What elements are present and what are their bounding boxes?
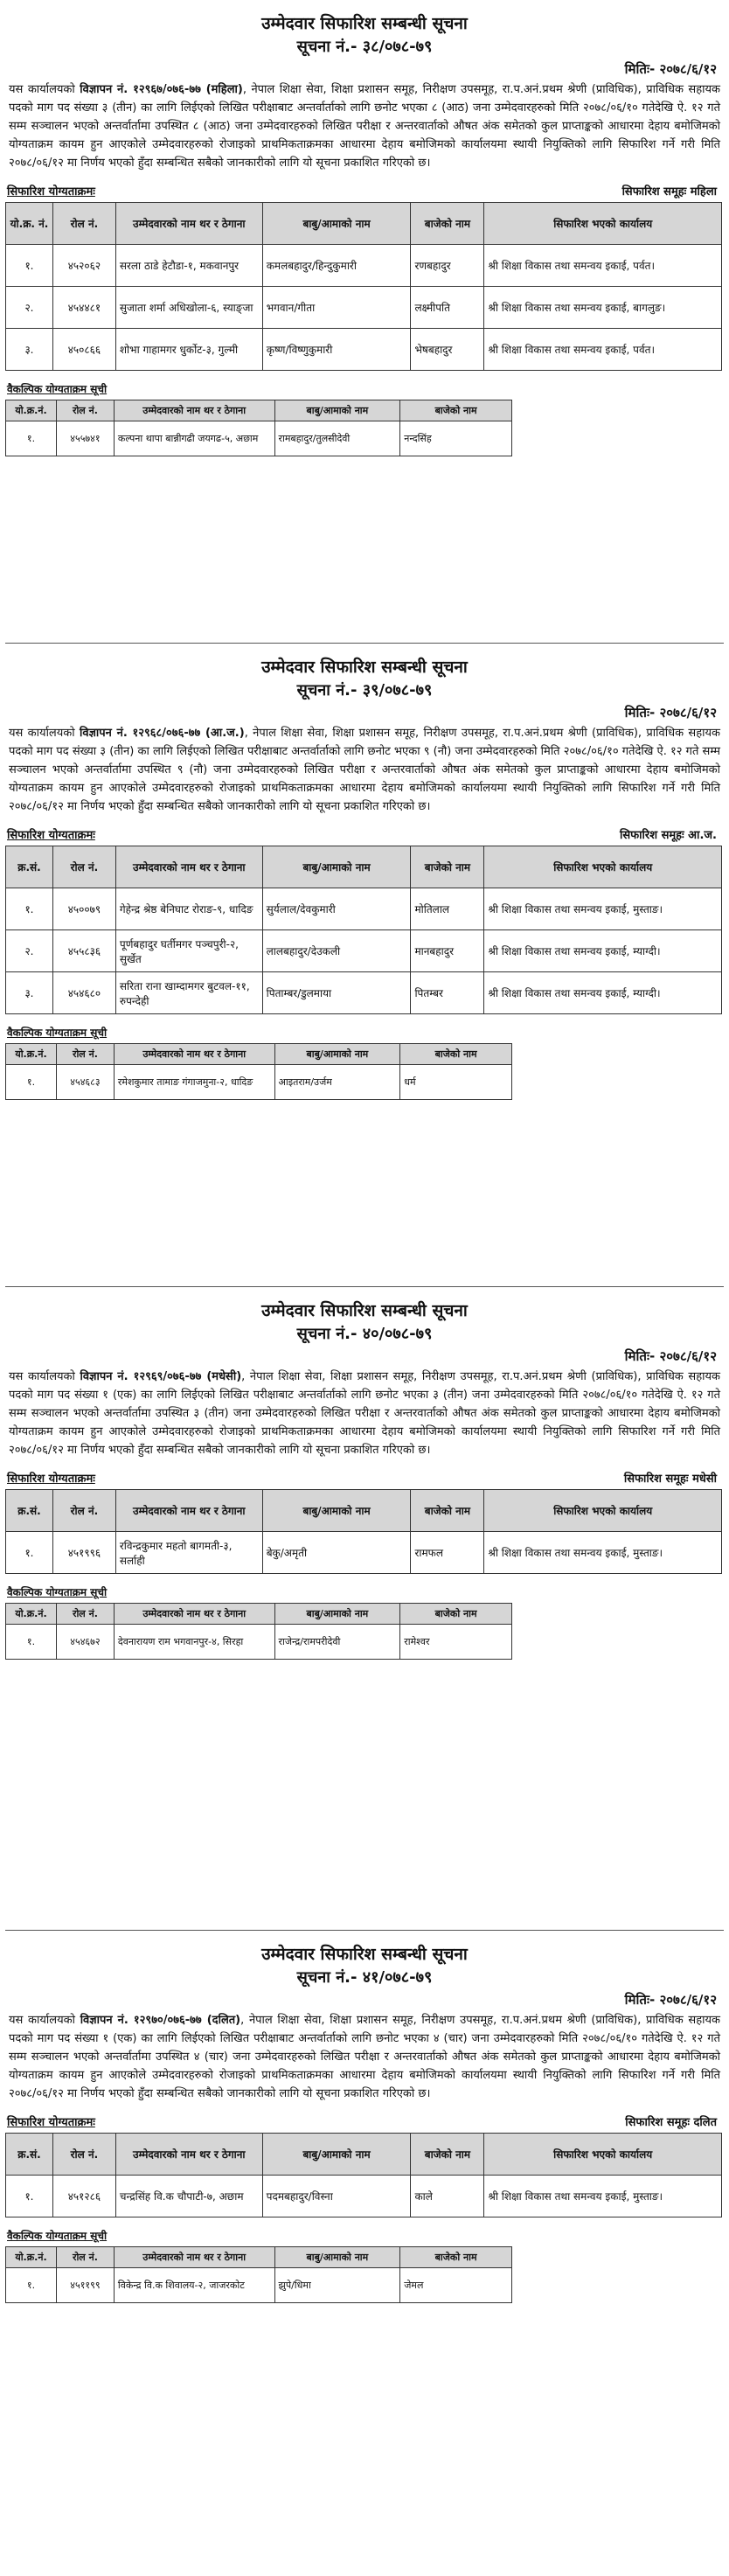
table-header-cell: बाबु/आमाको नाम — [262, 1490, 411, 1532]
table-cell: ४५४६८० — [52, 972, 115, 1014]
table-cell: श्री शिक्षा विकास तथा समन्वय इकाई, मुस्ताङ। — [484, 888, 722, 930]
table-header-cell: सिफारिश भएको कार्यालय — [484, 2134, 722, 2176]
merit-list-label: सिफारिश योग्यताक्रमः — [7, 829, 95, 842]
table-header-cell: उम्मेदवारको नाम थर र ठेगाना — [115, 2134, 262, 2176]
notice-title: उम्मेदवार सिफारिश सम्बन्धी सूचना — [261, 1301, 468, 1320]
table-cell: देवनारायण राम भगवानपुर-४, सिरहा — [114, 1625, 274, 1660]
alternate-table — [5, 1043, 512, 1100]
table-cell: ४५४६७२ — [56, 1625, 114, 1660]
table-cell: झुपे/धिमा — [274, 2268, 400, 2303]
table-cell: ४५५८३६ — [52, 930, 115, 972]
alternate-list-label: वैकल्पिक योग्यताक्रम सूची — [7, 1586, 108, 1598]
table-header-cell: रोल नं. — [52, 846, 115, 888]
notice-number: सूचना नं.- ४१/०७८-७९ — [296, 1968, 433, 1987]
notice-number: सूचना नं.- ३८/०७८-७९ — [296, 38, 433, 56]
table-cell: रविन्द्रकुमार महतो बागमती-३, सर्लाही — [115, 1532, 262, 1574]
table-header-cell: बाजेको नाम — [411, 2134, 484, 2176]
table-header-cell: रोल नं. — [52, 2134, 115, 2176]
table-cell: कमलबहादुर/हिन्दुकुमारी — [262, 245, 411, 287]
merit-list-label: सिफारिश योग्यताक्रमः — [7, 2116, 95, 2129]
merit-header-row — [5, 183, 724, 198]
table-cell: श्री शिक्षा विकास तथा समन्वय इकाई, मुस्ताङ। — [484, 2176, 722, 2217]
merit-list-label: सिफारिश योग्यताक्रमः — [7, 185, 95, 198]
table-header-row — [6, 400, 512, 421]
table-cell: ४५४४८१ — [52, 287, 115, 329]
table-header-cell: बाबु/आमाको नाम — [274, 1044, 400, 1065]
table-header-cell: यो.क्र.नं. — [6, 400, 57, 421]
table-cell: १. — [6, 888, 53, 930]
table-header-cell: उम्मेदवारको नाम थर र ठेगाना — [115, 1490, 262, 1532]
table-header-cell: सिफारिश भएको कार्यालय — [484, 203, 722, 245]
alternate-table — [5, 1603, 512, 1660]
notice-number: सूचना नं.- ३९/०७८-७९ — [296, 681, 433, 700]
table-cell: ४५२०६२ — [52, 245, 115, 287]
merit-table — [5, 2133, 722, 2217]
notice-body-text: , नेपाल शिक्षा सेवा, शिक्षा प्रशासन समूह, निरीक्षण उपसमूह, रा.प.अनं.प्रथम श्रेणी (प्राविधिक), प्राविधिक सहायक पदको माग पद संख्या ३ (तीन) का लागि लिईएको लिखित परीक्षाबाट अन्तर्वार्ताको लागि छनोट भएका ८ (आठ) जना उम्मेदवारहरुको मिति २०७८/०६/१० गतेदेखि ऐ. १२ गते सम्म सञ्चालन भएको अन्तर्वार्तामा उपस्थित ८ (आठ) जना उम्मेदवारहरुको लिखित परीक्षा र अन्तरवार्ताको औषत अंक समेतको कुल प्राप्ताङ्कको आधारमा देहाय बमोजिमको योग्यताक्रम कायम हुन आएकोले उम्मेदवारहरुको रोजाइको प्राथमिकताक्रमका आधारमा देहाय बमोजिमको कार्यालयमा स्थायी नियुक्तिको लागि सिफारिश गर्ने गरी मिति २०७८/०६/१२ मा निर्णय भएको हुँदा सम्बन्धित सबैको जानकारीको लागि यो सूचना प्रकाशित गरिएको छ। — [9, 83, 721, 170]
notice-section — [5, 1287, 724, 1931]
table-header-cell: बाबु/आमाको नाम — [274, 400, 400, 421]
table-header-cell: बाजेको नाम — [411, 203, 484, 245]
notice-title: उम्मेदवार सिफारिश सम्बन्धी सूचना — [261, 658, 468, 677]
notice-body-prefix: यस कार्यालयको — [9, 83, 80, 96]
table-header-cell: बाजेको नाम — [411, 846, 484, 888]
table-cell: १. — [6, 2268, 57, 2303]
notice-body-prefix: यस कार्यालयको — [9, 1370, 80, 1383]
notice-body-text: , नेपाल शिक्षा सेवा, शिक्षा प्रशासन समूह, निरीक्षण उपसमूह, रा.प.अनं.प्रथम श्रेणी (प्राविधिक), प्राविधिक सहायक पदको माग पद संख्या ३ (तीन) का लागि लिईएको लिखित परीक्षाबाट अन्तर्वार्ताको लागि छनोट भएका ९ (नौ) जना उम्मेदवारहरुको मिति २०७८/०६/१० गतेदेखि ऐ. १२ गते सम्म सञ्चालन भएको अन्तर्वार्तामा उपस्थित ९ (नौ) जना उम्मेदवारहरुको लिखित परीक्षा र अन्तरवार्ताको औषत अंक समेतको कुल प्राप्ताङ्कको आधारमा देहाय बमोजिमको योग्यताक्रम कायम हुन आएकोले उम्मेदवारहरुको रोजाइको प्राथमिकताक्रमका आधारमा देहाय बमोजिमको कार्यालयमा स्थायी नियुक्तिको लागि सिफारिश गर्ने गरी मिति २०७८/०६/१२ मा निर्णय भएको हुँदा सम्बन्धित सबैको जानकारीको लागि यो सूचना प्रकाशित गरिएको छ। — [9, 727, 721, 813]
notice-body — [5, 79, 724, 172]
notice-body-text: , नेपाल शिक्षा सेवा, शिक्षा प्रशासन समूह, निरीक्षण उपसमूह, रा.प.अनं.प्रथम श्रेणी (प्राविधिक), प्राविधिक सहायक पदको माग पद संख्या १ (एक) का लागि लिईएको लिखित परीक्षाबाट अन्तर्वार्ताको लागि छनोट भएका ३ (तीन) जना उम्मेदवारहरुको मिति २०७८/०६/१० गतेदेखि ऐ. १२ गते सम्म सञ्चालन भएको अन्तर्वार्तामा उपस्थित ३ (तीन) जना उम्मेदवारहरुको लिखित परीक्षा र अन्तरवार्ताको औषत अंक समेतको कुल प्राप्ताङ्कको आधारमा देहाय बमोजिमको योग्यताक्रम कायम हुन आएकोले उम्मेदवारहरुको रोजाइको प्राथमिकताक्रमका आधारमा देहाय बमोजिमको कार्यालयमा स्थायी नियुक्तिको लागि सिफारिश गर्ने गरी मिति २०७८/०६/१२ मा निर्णय भएको हुँदा सम्बन्धित सबैको जानकारीको लागि यो सूचना प्रकाशित गरिएको छ। — [9, 1370, 720, 1457]
table-cell: आइतराम/उर्जम — [274, 1065, 400, 1100]
table-cell: श्री शिक्षा विकास तथा समन्वय इकाई, पर्वत। — [484, 245, 722, 287]
table-row — [6, 1532, 722, 1574]
table-row — [6, 1065, 512, 1100]
table-header-cell: यो.क्र.नं. — [6, 1044, 57, 1065]
table-cell: ४५५७४१ — [56, 421, 114, 456]
merit-table — [5, 1489, 722, 1574]
table-cell: ४५१९९६ — [52, 1532, 115, 1574]
table-cell: १. — [6, 1065, 57, 1100]
table-header-cell: रोल नं. — [52, 1490, 115, 1532]
table-cell: चन्द्रसिंह वि.क चौपाटी-७, अछाम — [115, 2176, 262, 2217]
table-cell: रामबहादुर/तुलसीदेवी — [274, 421, 400, 456]
table-cell: श्री शिक्षा विकास तथा समन्वय इकाई, मुस्ताङ। — [484, 1532, 722, 1574]
table-cell: श्री शिक्षा विकास तथा समन्वय इकाई, पर्वत। — [484, 329, 722, 371]
table-cell: सरला ठाडे हेटौडा-१, मकवानपुर — [115, 245, 262, 287]
table-cell: मोतिलाल — [411, 888, 484, 930]
table-header-cell: बाबु/आमाको नाम — [262, 2134, 411, 2176]
notice-section — [5, 0, 724, 644]
table-cell: रणबहादुर — [411, 245, 484, 287]
table-row — [6, 930, 722, 972]
table-header-cell: बाबु/आमाको नाम — [262, 846, 411, 888]
table-cell: काले — [411, 2176, 484, 2217]
table-cell: सरिता राना खाम्दामगर बुटवल-११, रुपन्देही — [115, 972, 262, 1014]
table-cell: शोभा गाहामगर धुर्कोट-३, गुल्मी — [115, 329, 262, 371]
table-cell: १. — [6, 1625, 57, 1660]
merit-table — [5, 202, 722, 371]
table-cell: ४५११९९ — [56, 2268, 114, 2303]
recommendation-group: सिफारिश समूहः दलित — [625, 2116, 717, 2129]
table-header-cell: बाबु/आमाको नाम — [274, 2247, 400, 2268]
merit-header-row — [5, 2113, 724, 2129]
notice-body — [5, 722, 724, 816]
table-cell: १. — [6, 1532, 53, 1574]
notice-date: मितिः- २०७८/६/१२ — [624, 61, 717, 77]
alternate-table — [5, 2246, 512, 2303]
table-cell: श्री शिक्षा विकास तथा समन्वय इकाई, म्याग्दी। — [484, 930, 722, 972]
table-cell: लक्ष्मीपति — [411, 287, 484, 329]
table-cell: १. — [6, 245, 53, 287]
table-header-cell: बाबु/आमाको नाम — [274, 1604, 400, 1625]
table-header-cell: उम्मेदवारको नाम थर र ठेगाना — [114, 2247, 274, 2268]
table-cell: २. — [6, 287, 53, 329]
table-cell: ४५०८६६ — [52, 329, 115, 371]
table-cell: बेकु/अमृती — [262, 1532, 411, 1574]
table-header-cell: क्र.सं. — [6, 2134, 53, 2176]
table-header-row — [6, 2134, 722, 2176]
table-header-cell: उम्मेदवारको नाम थर र ठेगाना — [114, 1044, 274, 1065]
merit-table — [5, 846, 722, 1014]
notice-body-text: , नेपाल शिक्षा सेवा, शिक्षा प्रशासन समूह, निरीक्षण उपसमूह, रा.प.अनं.प्रथम श्रेणी (प्राविधिक), प्राविधिक सहायक पदको माग पद संख्या १ (एक) का लागि लिईएको लिखित परीक्षाबाट अन्तर्वार्ताको लागि छनोट भएका ४ (चार) जना उम्मेदवारहरुको मिति २०७८/०६/१० गतेदेखि ऐ. १२ गते सम्म सञ्चालन भएको अन्तर्वार्तामा उपस्थित ४ (चार) जना उम्मेदवारहरुको लिखित परीक्षा र अन्तरवार्ताको औषत अंक समेतको कुल प्राप्ताङ्कको आधारमा देहाय बमोजिमको योग्यताक्रम कायम हुन आएकोले उम्मेदवारहरुको रोजाइको प्राथमिकताक्रमका आधारमा देहाय बमोजिमको कार्यालयमा स्थायी नियुक्तिको लागि सिफारिश गर्ने गरी मिति २०७८/०६/१२ मा निर्णय भएको हुँदा सम्बन्धित सबैको जानकारीको लागि यो सूचना प्रकाशित गरिएको छ। — [9, 2014, 720, 2100]
table-header-cell: सिफारिश भएको कार्यालय — [484, 1490, 722, 1532]
table-header-cell: रोल नं. — [56, 1044, 114, 1065]
notice-title: उम्मेदवार सिफारिश सम्बन्धी सूचना — [261, 14, 468, 33]
table-cell: भगवान/गीता — [262, 287, 411, 329]
table-cell: सुर्यलाल/देवकुमारी — [262, 888, 411, 930]
table-cell: रामफल — [411, 1532, 484, 1574]
table-header-cell: रोल नं. — [56, 2247, 114, 2268]
table-header-row — [6, 1490, 722, 1532]
table-cell: ३. — [6, 329, 53, 371]
notice-section — [5, 1931, 724, 2574]
notice-body — [5, 2009, 724, 2103]
table-cell: नन्दसिंह — [400, 421, 512, 456]
notice-section — [5, 644, 724, 1287]
table-header-cell: रोल नं. — [52, 203, 115, 245]
table-header-row — [6, 1044, 512, 1065]
advertisement-number: विज्ञापन नं. १२९६७/०७६-७७ (महिला) — [80, 83, 243, 96]
table-cell: २. — [6, 930, 53, 972]
table-cell: पूर्णबहादुर घर्तीमगर पञ्चपुरी-२, सुर्खेत — [115, 930, 262, 972]
table-header-row — [6, 203, 722, 245]
advertisement-number: विज्ञापन नं. १२९६९/०७६-७७ (मधेसी) — [80, 1370, 242, 1383]
notice-date: मितिः- २०७८/६/१२ — [624, 1348, 717, 1364]
table-header-cell: बाजेको नाम — [411, 1490, 484, 1532]
notices-container — [5, 0, 724, 2574]
table-header-cell: सिफारिश भएको कार्यालय — [484, 846, 722, 888]
notice-date: मितिः- २०७८/६/१२ — [624, 1992, 717, 2008]
table-cell: ४५००७९ — [52, 888, 115, 930]
table-cell: पितम्बर — [411, 972, 484, 1014]
merit-header-row — [5, 826, 724, 842]
advertisement-number: विज्ञापन नं. १२९६८/०७६-७७ (आ.ज.) — [79, 727, 245, 740]
merit-header-row — [5, 1470, 724, 1486]
notice-date: मितिः- २०७८/६/१२ — [624, 705, 717, 721]
table-cell: श्री शिक्षा विकास तथा समन्वय इकाई, म्याग्दी। — [484, 972, 722, 1014]
table-header-cell: क्र.सं. — [6, 846, 53, 888]
alternate-table — [5, 400, 512, 456]
recommendation-group: सिफारिश समूहः आ.ज. — [619, 829, 717, 842]
notice-body — [5, 1366, 724, 1459]
notice-body-prefix: यस कार्यालयको — [9, 2014, 80, 2027]
notice-body-prefix: यस कार्यालयको — [9, 727, 80, 740]
table-header-cell: रोल नं. — [56, 1604, 114, 1625]
table-row — [6, 245, 722, 287]
table-row — [6, 1625, 512, 1660]
table-cell: राजेन्द्र/रामपरीदेवी — [274, 1625, 400, 1660]
table-header-cell: यो.क्र.नं. — [6, 2247, 57, 2268]
table-header-row — [6, 846, 722, 888]
recommendation-group: सिफारिश समूहः मधेसी — [623, 1472, 717, 1486]
notice-title: उम्मेदवार सिफारिश सम्बन्धी सूचना — [261, 1945, 468, 1964]
advertisement-number: विज्ञापन नं. १२९७०/०७६-७७ (दलित) — [80, 2014, 241, 2027]
table-cell: मानबहादुर — [411, 930, 484, 972]
table-header-cell: उम्मेदवारको नाम थर र ठेगाना — [114, 400, 274, 421]
alternate-list-label: वैकल्पिक योग्यताक्रम सूची — [7, 383, 108, 395]
table-header-cell: बाजेको नाम — [400, 400, 512, 421]
table-header-cell: उम्मेदवारको नाम थर र ठेगाना — [114, 1604, 274, 1625]
table-row — [6, 421, 512, 456]
table-header-cell: बाबु/आमाको नाम — [262, 203, 411, 245]
table-cell: ३. — [6, 972, 53, 1014]
table-cell: जेमल — [400, 2268, 512, 2303]
table-cell: ४५१२८६ — [52, 2176, 115, 2217]
table-cell: लालबहादुर/देउकली — [262, 930, 411, 972]
table-cell: कृष्ण/विष्णुकुमारी — [262, 329, 411, 371]
merit-list-label: सिफारिश योग्यताक्रमः — [7, 1472, 95, 1486]
table-header-cell: यो.क्र. नं. — [6, 203, 53, 245]
recommendation-group: सिफारिश समूहः महिला — [621, 185, 717, 198]
table-row — [6, 2268, 512, 2303]
table-header-row — [6, 1604, 512, 1625]
table-row — [6, 972, 722, 1014]
alternate-list-label: वैकल्पिक योग्यताक्रम सूची — [7, 1027, 108, 1039]
table-header-cell: यो.क्र.नं. — [6, 1604, 57, 1625]
table-header-cell: बाजेको नाम — [400, 2247, 512, 2268]
table-cell: १. — [6, 421, 57, 456]
table-row — [6, 287, 722, 329]
table-cell: रामेश्वर — [400, 1625, 512, 1660]
table-row — [6, 329, 722, 371]
table-cell: श्री शिक्षा विकास तथा समन्वय इकाई, बागलुङ। — [484, 287, 722, 329]
table-header-cell: बाजेको नाम — [400, 1604, 512, 1625]
table-cell: पिताम्बर/डुलमाया — [262, 972, 411, 1014]
table-header-cell: क्र.सं. — [6, 1490, 53, 1532]
table-cell: गेहेन्द्र श्रेष्ठ बेनिघाट रोराङ-९, धादिङ — [115, 888, 262, 930]
table-cell: धर्म — [400, 1065, 512, 1100]
table-header-cell: रोल नं. — [56, 400, 114, 421]
notice-number: सूचना नं.- ४०/०७८-७९ — [296, 1325, 433, 1343]
table-cell: १. — [6, 2176, 53, 2217]
table-row — [6, 2176, 722, 2217]
table-cell: कल्पना थापा बान्नीगढी जयगढ-५, अछाम — [114, 421, 274, 456]
table-header-cell: उम्मेदवारको नाम थर र ठेगाना — [115, 203, 262, 245]
table-cell: विकेन्द्र वि.क शिवालय-२, जाजरकोट — [114, 2268, 274, 2303]
table-cell: रमेशकुमार तामाङ गंगाजमुना-२, धादिङ — [114, 1065, 274, 1100]
table-header-cell: उम्मेदवारको नाम थर र ठेगाना — [115, 846, 262, 888]
table-cell: ४५४६८३ — [56, 1065, 114, 1100]
table-cell: पदमबहादुर/विस्ना — [262, 2176, 411, 2217]
table-header-cell: बाजेको नाम — [400, 1044, 512, 1065]
alternate-list-label: वैकल्पिक योग्यताक्रम सूची — [7, 2230, 108, 2242]
table-header-row — [6, 2247, 512, 2268]
table-cell: सुजाता शर्मा अधिखोला-६, स्याङ्जा — [115, 287, 262, 329]
table-cell: भेषबहादुर — [411, 329, 484, 371]
table-row — [6, 888, 722, 930]
